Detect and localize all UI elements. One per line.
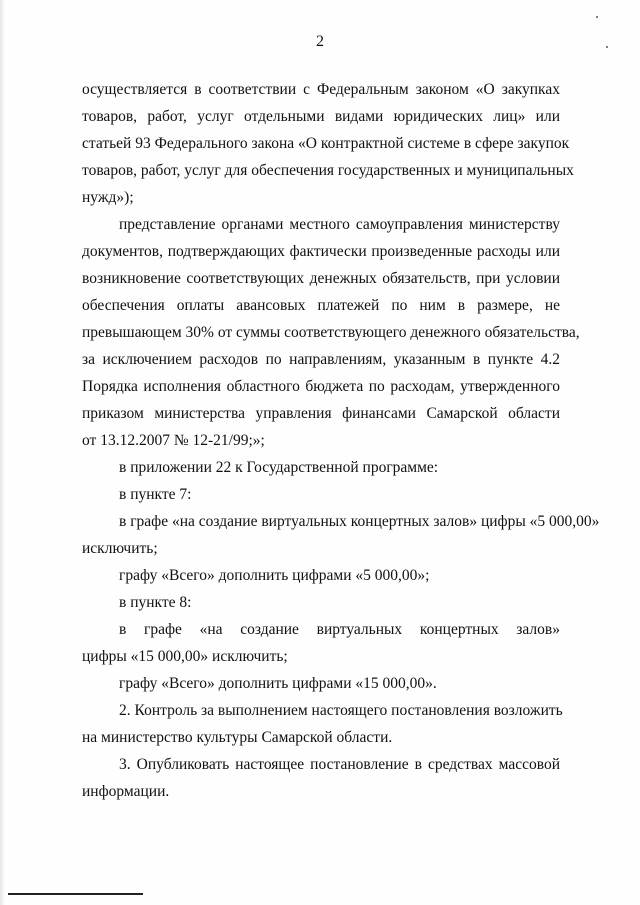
text-line: исключить; (82, 540, 158, 557)
text-line: документов, подтверждающих фактически произведенные расходы или (82, 243, 560, 260)
text-line: в приложении 22 к Государственной программе: (119, 459, 439, 476)
text-line: в графе «на создание виртуальных концертных залов» (119, 621, 560, 638)
text-line: в пункте 8: (119, 594, 192, 611)
text-line: приказом министерства управления финансами Самарской области (82, 405, 560, 422)
text-line: возникновение соответствующих денежных обязательств, при условии (82, 270, 560, 287)
text-line: статьей 93 Федерального закона «О контрактной системе в сфере закупок (82, 135, 570, 152)
text-line: графу «Всего» дополнить цифрами «5 000,00»; (119, 567, 430, 584)
text-line: осуществляется в соответствии с Федеральным законом «О закупках (82, 81, 560, 98)
text-line: превышающем 30% от суммы соответствующего денежного обязательства, (82, 324, 580, 341)
text-line: в пункте 7: (119, 486, 192, 503)
text-line: на министерство культуры Самарской области. (82, 729, 393, 746)
text-line: 2. Контроль за выполнением настоящего постановления возложить (119, 702, 563, 719)
text-line: нужд»); (82, 189, 134, 206)
text-line: за исключением расходов по направлениям, указанным в пункте 4.2 (82, 351, 560, 368)
text-line: в графе «на создание виртуальных концертных залов» цифры «5 000,00» (119, 513, 600, 530)
page-bottom-rule (8, 893, 143, 895)
text-line: графу «Всего» дополнить цифрами «15 000,00». (119, 675, 437, 692)
text-line: обеспечения оплаты авансовых платежей по ним в размере, не (82, 297, 560, 314)
text-line: 3. Опубликовать настоящее постановление в средствах массовой (119, 756, 560, 773)
scan-speck (596, 16, 598, 18)
text-line: Порядка исполнения областного бюджета по расходам, утвержденного (82, 378, 560, 395)
page-edge-shadow (0, 0, 5, 905)
text-line: цифры «15 000,00» исключить; (82, 648, 288, 665)
text-line: товаров, работ, услуг для обеспечения государственных и муниципальных (82, 162, 574, 179)
page-number: 2 (316, 33, 324, 50)
text-line: от 13.12.2007 № 12-21/99;»; (82, 432, 265, 449)
text-line: товаров, работ, услуг отдельными видами юридических лиц» или (82, 108, 560, 125)
text-line: представление органами местного самоуправления министерству (119, 216, 560, 233)
text-line: информации. (82, 783, 170, 800)
